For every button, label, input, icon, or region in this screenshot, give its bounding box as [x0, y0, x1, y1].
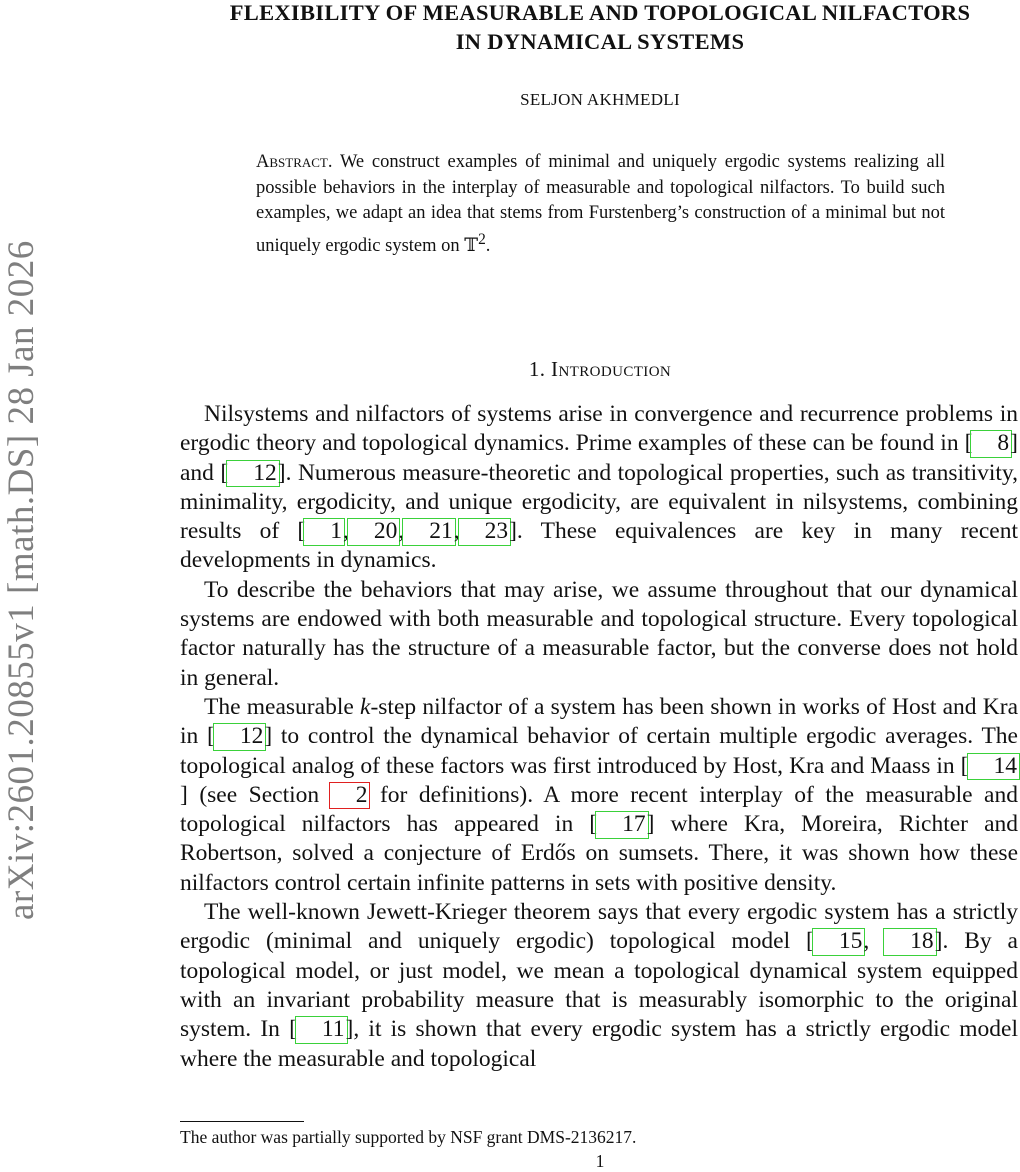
citation-link[interactable]: 21: [404, 520, 454, 544]
torus-symbol: 𝕋: [464, 235, 479, 256]
p1-text-d: ]. These equivalences are key in many recent developments in dynamics.: [180, 518, 1018, 574]
p4-text-b: ]. By a topological model, or just model, we mean a topological dynamical system equipped with an invariant probability measure that is measurably isomorphic to the original system. In [: [180, 928, 1018, 1043]
citation-link[interactable]: 1: [305, 520, 343, 544]
author-name: SELJON AKHMEDLI: [520, 90, 680, 109]
p4-text-a: The well-known Jewett-Krieger theorem says that every ergodic system has a strictly ergodic (minimal and uniquely ergodic) topological model [: [180, 899, 1018, 955]
abstract: [256, 150, 945, 259]
arxiv-identifier[interactable]: arXiv:2601.20855v1 [math.DS] 28 Jan 2026: [1, 240, 42, 920]
p1-text-a: Nilsystems and nilfactors of systems arise in convergence and recurrence problems in ergodic theory and topological dynamics. Prime examples of these can be found in [: [180, 401, 1018, 457]
p3-text-e: for definitions). A more recent interplay of the measurable and topological nilfactors has appeared in [: [180, 781, 1018, 838]
section-number: 1.: [528, 357, 546, 381]
paragraph-3: [180, 693, 1018, 898]
p3-text-a: The measurable: [204, 693, 361, 720]
title-line-2: IN DYNAMICAL SYSTEMS: [455, 29, 745, 54]
citation-link[interactable]: 12: [215, 725, 265, 749]
citation-link[interactable]: 12: [228, 462, 278, 486]
p3-text-d: ] (see Section: [180, 781, 331, 808]
paper-title: [180, 0, 1020, 56]
citation-link[interactable]: 8: [972, 432, 1010, 456]
section-title: Introduction: [551, 357, 672, 381]
p3-text-b: -step nilfactor of a system has been shown in works of Host and Kra in [: [180, 693, 1018, 750]
footnote: The author was partially supported by NSF grant DMS-2136217.: [180, 1127, 637, 1147]
body-text: [180, 400, 1018, 1074]
p3-variable-k: k: [360, 693, 371, 720]
abstract-text: We construct examples of minimal and uniquely ergodic systems realizing all possible behaviors in the interplay of measurable and topological nilfactors. To build such examples, we adapt an idea that stems from Furstenberg’s construction of a minimal but not uniquely ergodic system on: [256, 152, 946, 256]
page-number: 1: [595, 1151, 605, 1171]
citation-link[interactable]: 18: [885, 930, 935, 954]
title-line-1: FLEXIBILITY OF MEASURABLE AND TOPOLOGICAL NILFACTORS: [229, 0, 971, 25]
citation-link[interactable]: 23: [460, 520, 510, 544]
p3-text-c: ] to control the dynamical behavior of certain multiple ergodic averages. The topological analog of these factors was first introduced by Host, Kra and Maass in [: [180, 723, 1018, 779]
citation-link[interactable]: 11: [297, 1018, 346, 1042]
citation-link[interactable]: 20: [349, 520, 399, 544]
citation-link[interactable]: 14: [969, 755, 1019, 779]
torus-exponent: 2: [478, 230, 486, 248]
p1-text-b: ] and [: [180, 430, 1018, 486]
section-heading: [180, 357, 1020, 382]
paragraph-1: Nilsystems and nilfactors of systems arise in convergence and recurrence problems in ergodic theory and topological dynamics. Prime examples of these can be found in [ 8] and [ 12]. Numerous measure-theoretic and topological properties, such as transitivity, minimality, ergodicity, and unique ergodicity, are equivalent in nilsystems, combining results of [ 1, 20, 21, 23]. These equivalences are key in many recent developments in dynamics.: [180, 401, 1018, 574]
footnote-divider: [180, 1121, 304, 1122]
p4-text-c: ], it is shown that every ergodic system has a strictly ergodic model where the measurable and topological: [180, 1016, 1018, 1072]
section-link[interactable]: 2: [331, 784, 369, 808]
paragraph-4: The well-known Jewett-Krieger theorem says that every ergodic system has a strictly ergodic (minimal and uniquely ergodic) topological model [ 15, 18]. By a topological model, or just model, we mean a topological dynamical system equipped with an invariant probability measure that is measurably isomorphic to the original system. In [ 11], it is shown that every ergodic system has a strictly ergodic model where the measurable and topological: [180, 899, 1018, 1072]
p1-text-c: ]. Numerous measure-theoretic and topological properties, such as transitivity, minimality, ergodicity, and unique ergodicity, are equivalent in nilsystems, combining results of [: [180, 459, 1018, 545]
paragraph-2: To describe the behaviors that may arise, we assume throughout that our dynamical systems are endowed with both measurable and topological structure. Every topological factor naturally has the structure of a measurable factor, but the converse does not hold in general.: [180, 576, 1018, 691]
abstract-end: .: [485, 235, 491, 256]
citation-link[interactable]: 15: [814, 930, 864, 954]
citation-link[interactable]: 17: [597, 813, 647, 837]
p3-text-f: ] where Kra, Moreira, Richter and Robertson, solved a conjecture of Erdős on sumsets. There, it was shown how these nilfactors control certain infinite patterns in sets with positive density.: [180, 811, 1019, 896]
abstract-label: Abstract.: [256, 152, 333, 172]
